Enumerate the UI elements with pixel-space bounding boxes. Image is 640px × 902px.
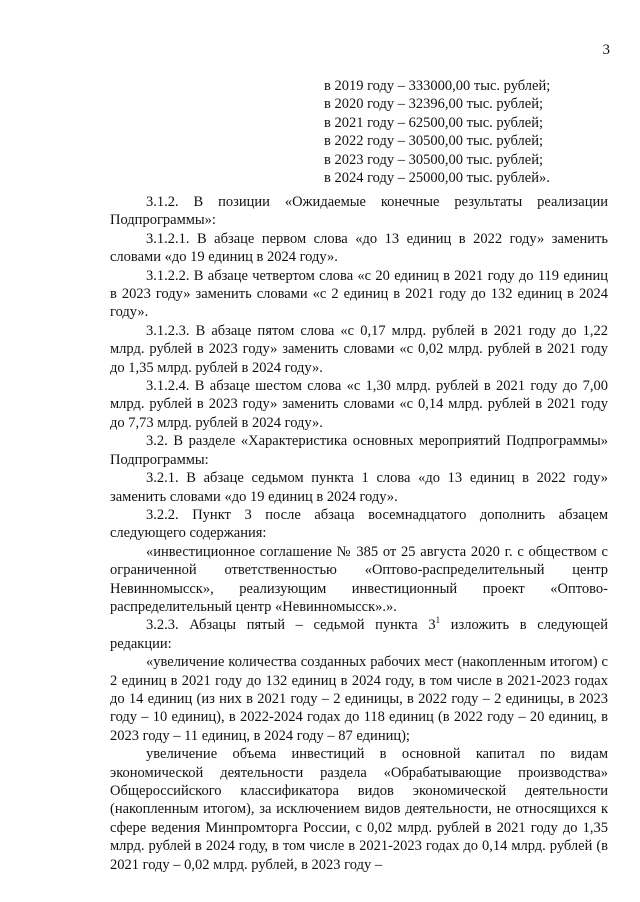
paragraph-3-1-2-4: 3.1.2.4. В абзаце шестом слова «с 1,30 млрд. рублей в 2021 году до 7,00 млрд. рублей в 2023 году» заменить словами «с 0,14 млрд. рублей в 2021 году до 7,73 млрд. рублей в 2024 году». [110,378,608,431]
budget-line-2024: в 2024 году – 25000,00 тыс. рублей». [324,170,550,187]
budget-line-2021: в 2021 году – 62500,00 тыс. рублей; [324,114,544,131]
budget-line-2020: в 2020 году – 32396,00 тыс. рублей; [324,96,544,113]
budget-line-2023: в 2023 году – 30500,00 тыс. рублей; [324,151,544,168]
paragraph-3-1-2: 3.1.2. В позиции «Ожидаемые конечные результаты реализации Подпрограммы»: [110,194,608,229]
paragraph-3-2-3 [110,616,608,653]
paragraph-quote-jobs: «увеличение количества созданных рабочих мест (накопленным итогом) с 2 единиц в 2021 году до 132 единиц в 2024 году, в том числе в 2021-2023 годах до 14 единиц (из них в 2021 году – 2 единицы, в 2022 году – 2 единицы, в 2023 году – 10 единиц), в 2022-2024 годах до 118 единиц (в 2022 году – 20 единиц, в 2023 году – 11 единиц, в 2024 году – 87 единиц); [110,654,608,744]
superscript-1: 1 [435,615,441,626]
paragraph-investment-volume: увеличение объема инвестиций в основной капитал по видам экономической деятельности раздела «Обрабатывающие производства» Общероссийского классификатора видов экономической деятельности (накопленным итогом), за исключением видов деятельности, не относящихся к сфере ведения Минпромторга России, с 0,02 млрд. рублей в 2021 году до 1,35 млрд. рублей в 2024 году, в том числе в 2021-2023 годах до 0,14 млрд. рублей (в 2021 году – 0,02 млрд. рублей, в 2023 году – [110,746,608,873]
budget-line-2022: в 2022 году – 30500,00 тыс. рублей; [324,133,544,150]
paragraph-3-2: 3.2. В разделе «Характеристика основных мероприятий Подпрограммы» Подпрограммы: [110,433,608,468]
paragraph-quote-investment-agreement: «инвестиционное соглашение № 385 от 25 августа 2020 г. с обществом с ограниченной ответственностью «Оптово-распределительный центр Невинномысск», реализующим инвестиционный проект «Оптово-распределительный центр «Невинномысск».». [110,543,608,615]
page-number: 3 [602,42,610,58]
paragraph-3-2-2: 3.2.2. Пункт 3 после абзаца восемнадцатого дополнить абзацем следующего содержания: [110,506,608,542]
paragraph-3-2-3-end: изложить в следующей редакции: [110,617,608,652]
paragraph-3-2-1: 3.2.1. В абзаце седьмом пункта 1 слова «до 13 единиц в 2022 году» заменить словами «до 19 единиц в 2024 году». [110,470,608,505]
paragraph-3-1-2-2: 3.1.2.2. В абзаце четвертом слова «с 20 единиц в 2021 году до 119 единиц в 2023 году» заменить словами «с 2 единиц в 2021 году до 132 единиц в 2024 году». [110,267,608,321]
budget-line-2019: в 2019 году – 333000,00 тыс. рублей; [324,78,551,94]
document-body [110,193,608,874]
paragraph-3-2-3-start: 3.2.3. Абзацы пятый – седьмой пункта 3 [146,617,436,634]
paragraph-3-1-2-3: 3.1.2.3. В абзаце пятом слова «с 0,17 млрд. рублей в 2021 году до 1,22 млрд. рублей в 2023 году» заменить словами «с 0,02 млрд. рублей в 2021 году до 1,35 млрд. рублей в 2024 году». [110,322,608,376]
paragraph-3-1-2-1: 3.1.2.1. В абзаце первом слова «до 13 единиц в 2022 году» заменить словами «до 19 единиц в 2024 году». [110,230,608,266]
budget-list [324,77,550,187]
